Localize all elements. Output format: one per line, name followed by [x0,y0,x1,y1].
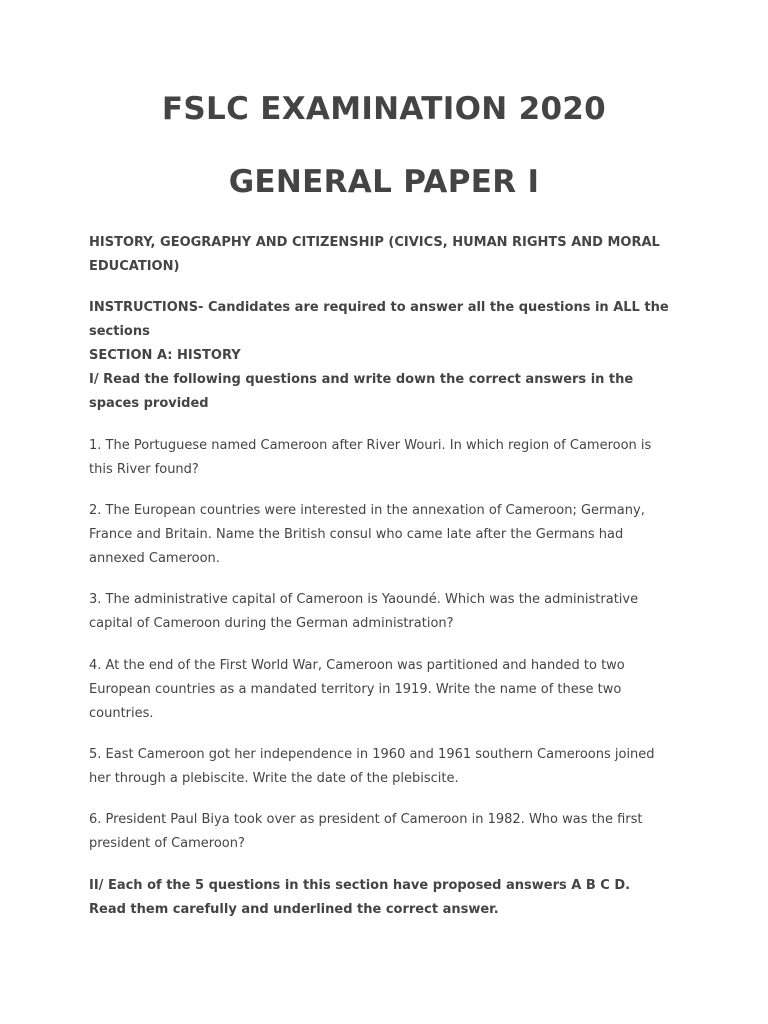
subject-heading [89,231,689,279]
question-5 [89,743,689,791]
question-4 [89,654,689,726]
part-2-directions-line-2: Read them carefully and underlined the correct answer. [89,902,499,917]
question-line: president of Cameroon? [89,836,245,851]
question-6 [89,808,689,856]
question-line: 3. The administrative capital of Cameroon is Yaoundé. Which was the administrative [89,592,639,607]
question-line: this River found? [89,462,199,477]
question-2 [89,499,689,571]
subject-line-2: EDUCATION) [89,259,180,274]
question-line: 1. The Portuguese named Cameroon after River Wouri. In which region of Cameroon is [89,438,652,453]
question-line: annexed Cameroon. [89,551,220,566]
question-1 [89,434,689,482]
question-line: 2. The European countries were interested in the annexation of Cameroon; Germany, [89,503,645,518]
paper-title: GENERAL PAPER I [228,164,540,200]
instructions-block [89,296,689,416]
part-2-directions [89,874,689,922]
section-a-heading: SECTION A: HISTORY [89,348,241,363]
instructions-line-2: sections [89,324,150,339]
question-line: countries. [89,706,154,721]
question-line: 4. At the end of the First World War, Cameroon was partitioned and handed to two [89,658,625,673]
instructions-line-1: INSTRUCTIONS- Candidates are required to answer all the questions in ALL the [89,300,669,315]
part-1-directions-line-2: spaces provided [89,396,209,411]
question-line: her through a plebiscite. Write the date of the plebiscite. [89,771,459,786]
question-3 [89,588,689,636]
part-2-directions-line-1: II/ Each of the 5 questions in this section have proposed answers A B C D. [89,878,631,893]
question-line: France and Britain. Name the British consul who came late after the Germans had [89,527,624,542]
question-line: capital of Cameroon during the German administration? [89,616,454,631]
question-line: European countries as a mandated territory in 1919. Write the name of these two [89,682,622,697]
exam-title: FSLC EXAMINATION 2020 [161,91,607,127]
subject-line-1: HISTORY, GEOGRAPHY AND CITIZENSHIP (CIVICS, HUMAN RIGHTS AND MORAL [89,235,660,250]
question-line: 5. East Cameroon got her independence in 1960 and 1961 southern Cameroons joined [89,747,655,762]
part-1-directions-line-1: I/ Read the following questions and write down the correct answers in the [89,372,634,387]
question-line: 6. President Paul Biya took over as president of Cameroon in 1982. Who was the first [89,812,643,827]
